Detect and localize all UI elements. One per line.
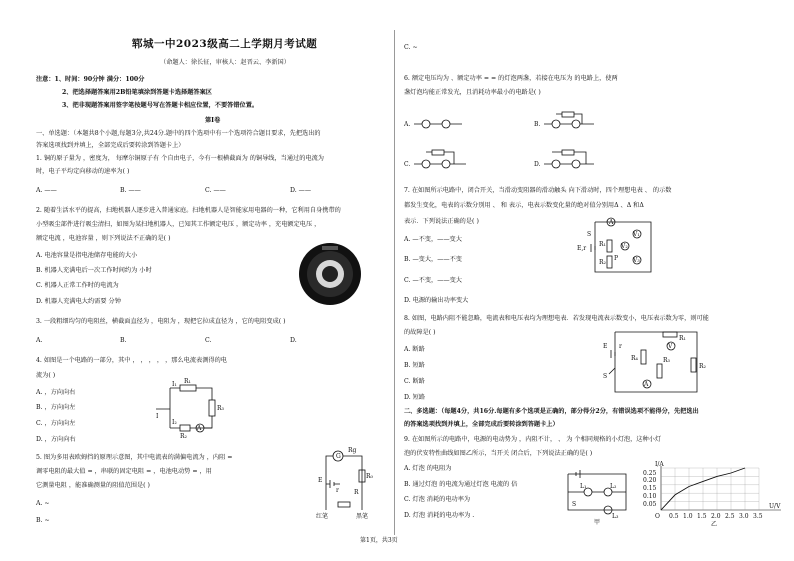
q1-stem-l2: 时，电子平均定向移动的速率为( ) xyxy=(36,168,130,175)
q4-label-a: A xyxy=(197,425,202,432)
q5-option-a[interactable]: A. ~ xyxy=(36,500,50,507)
sec1-heading-l1: 一、单选题：（本题共8个小题,每题3分,共24分.题中的四个选项中有一个选项符合题目要求，先把选出的 xyxy=(36,130,321,137)
q8-label-r1: R₁ xyxy=(679,335,686,342)
q9-xtick-05: 0.5 xyxy=(669,513,679,520)
note-3: 3、把非现题答案用签字笔按题号写在答题卡相应位置，不要答错位置。 xyxy=(62,102,259,109)
sec2-heading-l1: 二、多选题：（每题4分，共16分.每题有多个选项是正确的，部分得分2分，有错误选项不能得分，先把选出 xyxy=(404,408,699,415)
q7-circuit-diagram xyxy=(577,216,659,278)
q3-stem: 3. 一段粗细均匀的电阻丝，横截面直径为 ，电阻为 ，现把它拉成直径为 ，它的电阻变成( ) xyxy=(36,318,286,325)
q8-label-r: r xyxy=(619,343,622,350)
q6-circuit-c-label: C. xyxy=(404,161,411,168)
q7-option-b[interactable]: B. —变大，——不变 xyxy=(404,256,462,263)
q9-label-s: S xyxy=(572,501,577,508)
q5-label-g: G xyxy=(336,453,341,460)
q9-option-d[interactable]: D. 灯泡 消耗的电功率为 . xyxy=(404,512,475,519)
q9-xtick-35: 3.5 xyxy=(753,513,763,520)
q4-label-i: I xyxy=(156,413,159,420)
q1-option-a[interactable]: A. —— xyxy=(36,187,57,194)
q2-stem-l2: 小型吸尘部件进行吸尘清扫，如图为某扫地机器人，已知其工作额定电压 ，额定功率 ，充电额定电压 ， xyxy=(36,221,321,228)
q9-xtick-20: 2.0 xyxy=(711,513,721,520)
right-column xyxy=(396,0,794,561)
q5-stem-l2: 调零电阻的最大值 = ，串联的固定电阻 = ，电池电动势 = ，用 xyxy=(36,468,212,475)
q4-label-r3: R₃ xyxy=(217,405,224,412)
q6-stem-l1: 6. 额定电压均为 、额定功率 = = 的灯泡两盏，若接在电压为 的电路上，使两 xyxy=(404,75,618,82)
q9-axis-x-label: U/V xyxy=(769,503,781,510)
sec2-heading-l2: 的答案选项找到并填上，全部完成后要转涂到答题卡上） xyxy=(404,421,559,428)
q4-option-a[interactable]: A. ，方向向右 xyxy=(36,389,76,396)
q4-label-i1: I₁ xyxy=(172,381,177,388)
q9-option-a[interactable]: A. 灯泡 的电阻为 xyxy=(404,465,452,472)
q9-ytick-015: 0.15 xyxy=(643,485,657,492)
q9-axis-y-label: I/A xyxy=(655,461,664,468)
q9-ytick-010: 0.10 xyxy=(643,493,657,500)
q5-option-b[interactable]: B. ~ xyxy=(36,517,50,524)
q8-stem-l2: 的故障是( ) xyxy=(404,329,436,336)
q4-option-c[interactable]: C. ，方向向左 xyxy=(36,420,76,427)
q9-xtick-25: 2.5 xyxy=(725,513,735,520)
q1-stem-l1: 1. 铜的原子量为 ，密度为， 每摩尔铜原子有 个自由电子，今有一根横截面为 的铜导线，当通过的电流为 xyxy=(36,155,324,162)
page-footer: 第1页，共3页 xyxy=(360,537,398,544)
note-2: 2、把选择题答案用2B铅笔填涂到答题卡选择题答案区 xyxy=(62,89,212,96)
q7-option-a[interactable]: A. —不变，——变大 xyxy=(404,236,462,243)
q9-iv-curve-chart xyxy=(641,462,791,528)
q7-label-a: A xyxy=(609,219,614,226)
q2-option-c[interactable]: C. 机器人正常工作时的电流为 xyxy=(36,282,119,289)
q7-stem-l2: 都发生变化，电表的示数分别用 、 和 表示，电表示数变化量的绝对值分别用Δ 、Δ 和Δ xyxy=(404,202,644,209)
q9-label-l2: L₂ xyxy=(610,483,617,490)
q8-label-v: V xyxy=(668,343,673,350)
q8-label-e: E xyxy=(603,343,608,350)
q6-circuit-a-label: A. xyxy=(404,121,411,128)
q9-label-l1: L₁ xyxy=(580,483,587,490)
q4-label-i2: I₂ xyxy=(172,419,177,426)
q2-stem-l3: 额定电流 ，电池容量 ，则下列说法不正确的是( ) xyxy=(36,235,171,242)
q9-stem-l1: 9. 在如图所示的电路中，电源的电动势为 ，内阻不计， 、 为 个相同规格的小灯泡，这种小灯 xyxy=(404,436,662,443)
q2-option-b[interactable]: B. 机器人充满电后一次工作时间约为 小时 xyxy=(36,267,152,274)
q1-option-c[interactable]: C. —— xyxy=(205,187,226,194)
q8-label-s: S xyxy=(603,373,608,380)
q4-circuit-diagram xyxy=(152,378,232,438)
authors-line: （命题人：徐长征，审核人：赵晋云、李新国） xyxy=(160,59,290,66)
q9-label-l3: L₃ xyxy=(612,513,619,520)
q1-option-b[interactable]: B. —— xyxy=(120,187,141,194)
q6-circuit-d-label: D. xyxy=(534,161,541,168)
q7-option-d[interactable]: D. 电源的输出功率变大 xyxy=(404,297,469,304)
q5-label-e: E xyxy=(318,477,323,484)
q2-option-d[interactable]: D. 机器人充满电大约需要 分钟 xyxy=(36,298,121,305)
q7-label-er: E,r xyxy=(577,245,587,252)
q8-option-a[interactable]: A. 断路 xyxy=(404,346,425,353)
left-column xyxy=(0,0,394,561)
q3-option-b[interactable]: B. xyxy=(120,337,127,344)
q8-option-b[interactable]: B. 短路 xyxy=(404,362,425,369)
q9-option-c[interactable]: C. 灯泡 消耗的电功率为 xyxy=(404,496,471,503)
q7-stem-l3: 表示．下列说法正确的是( ) xyxy=(404,218,479,225)
q5-label-rg: Rg xyxy=(348,447,357,454)
q7-label-r1: R₁ xyxy=(599,241,606,248)
q4-option-b[interactable]: B. ，方向向左 xyxy=(36,404,76,411)
q5-label-rr: R xyxy=(354,489,359,496)
q7-label-p: P xyxy=(614,255,619,262)
q9-ytick-025: 0.25 xyxy=(643,470,657,477)
q9-option-b[interactable]: B. 通过灯泡 的电流为通过灯泡 电流的 倍 xyxy=(404,481,518,488)
q8-label-r2: R₂ xyxy=(699,363,706,370)
q7-label-r2: R₂ xyxy=(599,259,606,266)
volume-label: 第Ⅰ卷 xyxy=(205,117,221,124)
q8-stem-l1: 8. 如图，电路内阻不能忽略，电流表和电压表均为理想电表．若发现电流表示数变小，电压表示数为零，则可能 xyxy=(404,315,709,322)
q8-option-d[interactable]: D. 短路 xyxy=(404,394,426,401)
q3-option-d[interactable]: D. xyxy=(290,337,297,344)
q5-stem-l1: 5. 图为多用表欧姆挡的原理示意图，其中电流表的满偏电流为 ，内阻 = xyxy=(36,454,233,461)
q9-origin-label: O xyxy=(655,513,660,520)
page-title: 郓城一中2023级高二上学期月考试题 xyxy=(132,38,318,50)
q4-stem-l1: 4. 如图是一个电路的一部分，其中 ， ， ， ， ，那么电流表测得的电 xyxy=(36,357,227,364)
q5-label-red-probe: 红笔 xyxy=(316,513,329,520)
q9-graph-yi: 乙 xyxy=(711,521,718,528)
q2-option-a[interactable]: A. 电池容量是指电池储存电能的大小 xyxy=(36,252,138,259)
q3-option-a[interactable]: A. xyxy=(36,337,43,344)
q9-chart-grid xyxy=(661,468,759,510)
q5-label-r: r xyxy=(336,487,339,494)
q7-option-c[interactable]: C. —不变，——变大 xyxy=(404,277,462,284)
q9-chart-axes xyxy=(661,466,781,510)
q9-xtick-10: 1.0 xyxy=(683,513,693,520)
q8-option-c[interactable]: C. 断路 xyxy=(404,378,425,385)
q3-option-c[interactable]: C. xyxy=(205,337,212,344)
q9-xtick-15: 1.5 xyxy=(697,513,707,520)
robot-vacuum-image xyxy=(296,240,364,308)
q9-xtick-30: 3.0 xyxy=(739,513,749,520)
q9-stem-l2: 泡的伏安特性曲线如图乙所示，当开关 闭合后，下列说法正确的是( ) xyxy=(404,450,593,457)
q8-label-r3: R₃ xyxy=(663,357,670,364)
q7-label-v3: V₃ xyxy=(633,257,640,264)
q6-circuit-b-label: B. xyxy=(534,121,541,128)
q6-circuit-options xyxy=(406,100,616,182)
q7-label-s: S xyxy=(587,231,592,238)
q8-circuit-diagram xyxy=(601,328,711,398)
q5-ohmmeter-diagram xyxy=(318,444,380,522)
q5-stem-l3: 它测量电阻 ，能准确测量的阻值范围是( ) xyxy=(36,482,150,489)
q4-label-r1: R₁ xyxy=(184,378,191,385)
sec1-heading-l2: 答案选项找到并填上，全部完成后要转涂到答题卡上） xyxy=(36,142,185,149)
column-divider xyxy=(394,30,395,535)
q8-label-a: A xyxy=(644,381,649,388)
q2-stem-l1: 2. 随着生活水平的提高，扫地机器人逐步进入普通家庭。扫地机器人是智能家用电器的一种，它利用自身携带的 xyxy=(36,207,341,214)
q9-label-jia: 甲 xyxy=(594,519,601,526)
q5-label-black-probe: 黑笔 xyxy=(356,513,369,520)
q6-stem-l2: 盏灯泡均能正常发光，且消耗功率最小的电路是( ) xyxy=(404,89,541,96)
q7-label-v1: V₁ xyxy=(633,231,640,238)
note-1: 注意：1、时间：90分钟 满分：100分 xyxy=(36,76,145,83)
q9-ytick-005: 0.05 xyxy=(643,501,657,508)
q9-ytick-020: 0.20 xyxy=(643,477,657,484)
q4-stem-l2: 流为( ) xyxy=(36,372,56,379)
q7-label-v2: V₂ xyxy=(621,243,628,250)
q1-option-d[interactable]: D. —— xyxy=(290,187,312,194)
q7-stem-l1: 7. 在如图所示电路中，闭合开关，当滑动变阻器的滑动触头 向下滑动时，四个理想电表 、 的示数 xyxy=(404,187,672,194)
q4-option-d[interactable]: D. ，方向向右 xyxy=(36,436,76,443)
q9-circuit-diagram xyxy=(564,470,634,526)
q4-label-r2: R₂ xyxy=(180,433,187,440)
q5-label-r0: R₀ xyxy=(366,473,373,480)
q5-option-c[interactable]: C. ~ xyxy=(404,44,418,51)
q8-label-r4: R₄ xyxy=(631,355,638,362)
